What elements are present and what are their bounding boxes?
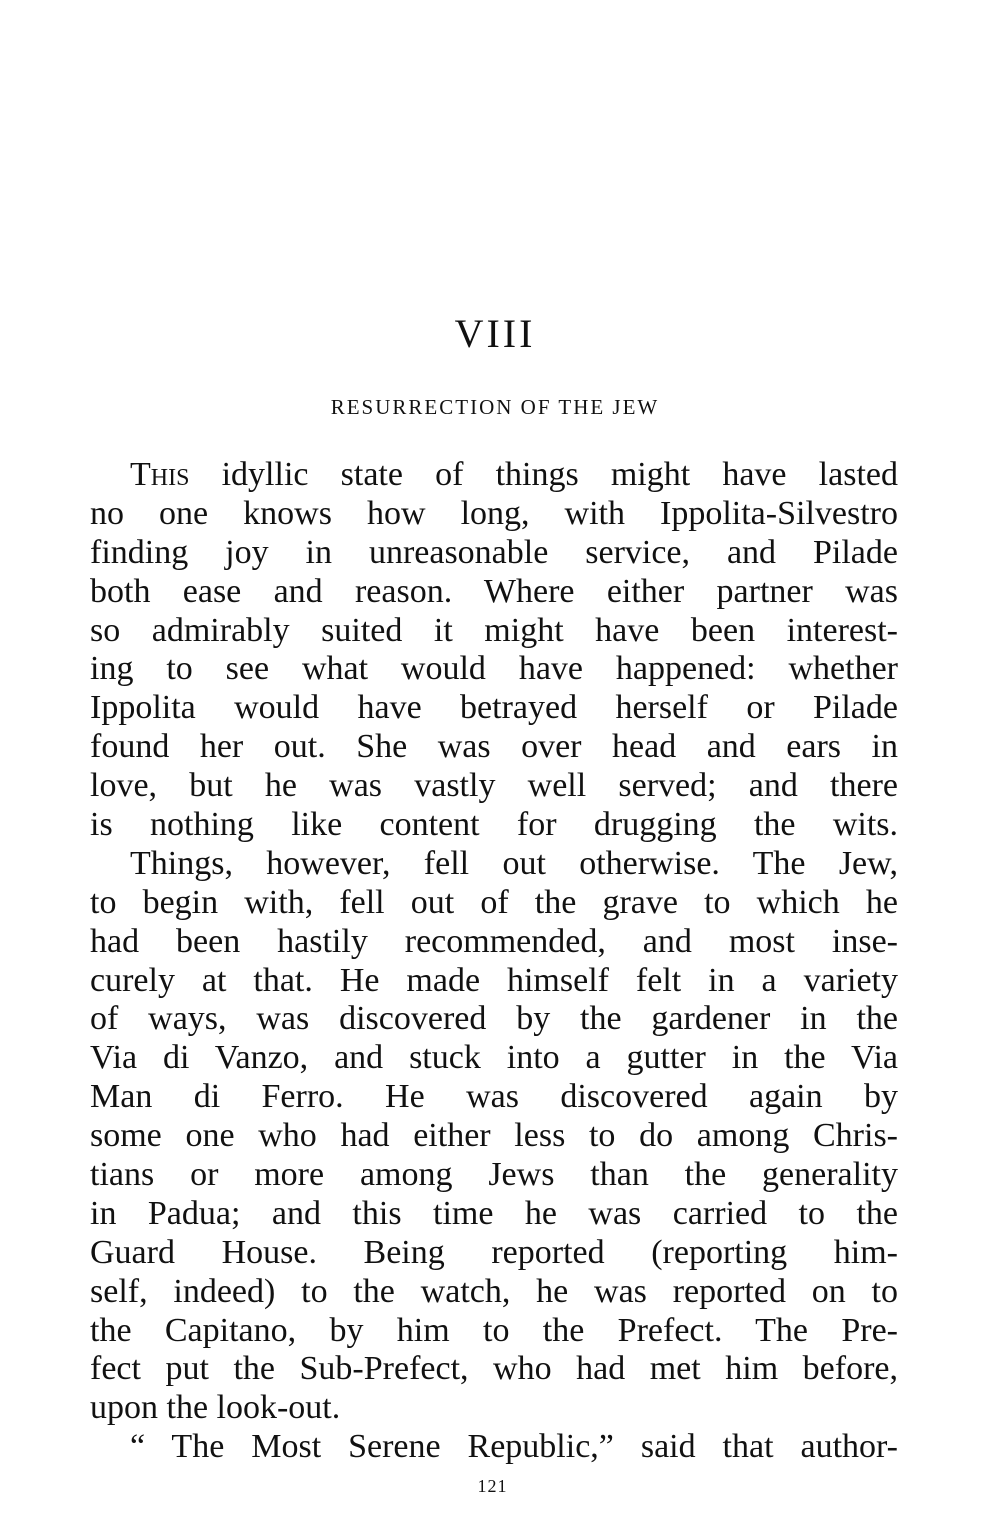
text-line: Via di Vanzo, and stuck into a gutter in the Via — [90, 1039, 898, 1077]
text-line: tians or more among Jews than the generality — [90, 1156, 898, 1194]
text-line: of ways, was discovered by the gardener in the — [90, 1000, 898, 1038]
text-line: some one who had either less to do among Chris- — [90, 1117, 898, 1155]
text-line: the Capitano, by him to the Prefect. The Pre- — [90, 1311, 898, 1349]
text-line: both ease and reason. Where either partner was — [90, 572, 898, 610]
chapter-number: VIII — [454, 311, 536, 356]
text-line: had been hastily recommended, and most inse- — [90, 922, 898, 960]
text-line: self, indeed) to the watch, he was reported on to — [90, 1272, 898, 1310]
paragraph-2 — [90, 845, 898, 1428]
text-line: found her out. She was over head and ears in — [90, 728, 898, 766]
text-line: curely at that. He made himself felt in a variety — [90, 961, 898, 999]
text-line: fect put the Sub-Prefect, who had met him before, — [90, 1350, 898, 1388]
chapter-body — [90, 456, 898, 1467]
opening-word: This — [130, 456, 190, 493]
chapter-title: RESURRECTION OF THE JEW — [330, 395, 660, 419]
paragraph-1 — [90, 456, 898, 845]
text-line: no one knows how long, with Ippolita-Silvestro — [90, 494, 898, 532]
text-line: Man di Ferro. He was discovered again by — [90, 1078, 898, 1116]
text-line: love, but he was vastly well served; and there — [90, 767, 898, 805]
text-line: ing to see what would have happened: whether — [90, 650, 898, 688]
text-line: Things, however, fell out otherwise. The Jew, — [130, 844, 898, 882]
page-number: 121 — [477, 1476, 508, 1496]
text-line: is nothing like content for drugging the wits. — [90, 806, 898, 844]
text-line: Guard House. Being reported (reporting him- — [90, 1233, 898, 1271]
text-line: so admirably suited it might have been interest- — [90, 611, 898, 649]
paragraph-3 — [90, 1428, 898, 1467]
text-line: Ippolita would have betrayed herself or Pilade — [90, 689, 898, 727]
text-line: in Padua; and this time he was carried to the — [90, 1194, 898, 1232]
text-line: to begin with, fell out of the grave to which he — [90, 883, 898, 921]
text-line: finding joy in unreasonable service, and Pilade — [90, 533, 898, 571]
text-line: upon the look-out. — [90, 1389, 341, 1427]
text-line: This idyllic state of things might have lasted — [130, 456, 898, 493]
text-line: “ The Most Serene Republic,” said that author- — [130, 1428, 898, 1466]
